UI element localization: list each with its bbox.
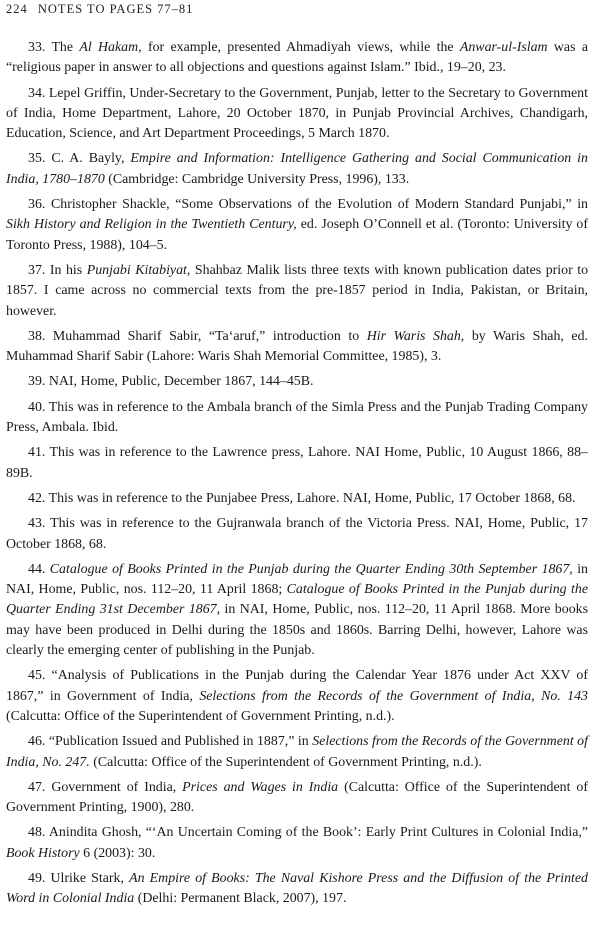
endnote (6, 514, 588, 555)
endnote-number: 45. (28, 668, 46, 684)
endnote-text: (Calcutta: Office of the Superintendent of Government Printing, 1900), 280. (6, 779, 588, 816)
endnote-italic-title: Anwar-ul-Islam (459, 40, 548, 55)
endnote (6, 443, 588, 484)
endnote (6, 823, 588, 864)
endnote-text: 6 (2003): 30. (79, 845, 156, 861)
endnote-text: NAI, Home, Public, December 1867, 144–45B. (45, 374, 314, 390)
endnote-text: Ulrike Stark, (45, 870, 130, 886)
endnote (6, 869, 588, 910)
endnote-number: 43. (28, 516, 46, 532)
endnote (6, 666, 588, 727)
endnote-text: The (45, 40, 80, 55)
endnote-number: 47. (28, 779, 46, 795)
endnote-text: Lepel Griffin, Under-Secretary to the Government, Punjab, letter to the Secretary to Government of India, Home Department, Lahore, 20 October 1870, in Punjab Provincial Archives, Chandigarh, Education, Science, and Art Department Proceedings, 5 March 1870. (6, 85, 588, 142)
endnote-italic-title: Punjabi Kitabiyat, (86, 262, 191, 278)
endnote-number: 36. (28, 197, 46, 213)
endnote (6, 398, 588, 439)
endnote (6, 560, 588, 661)
endnote-text: C. A. Bayly, (45, 151, 131, 167)
endnote-text: (Calcutta: Office of the Superintendent of Government Printing, n.d.). (89, 754, 482, 770)
endnote-number: 41. (28, 445, 46, 461)
endnote-text: Government of India, (45, 779, 183, 795)
running-head-title: NOTES TO PAGES 77–81 (37, 2, 194, 16)
endnote-text: in NAI, Home, Public, nos. 112–20, 11 April 1868. More books may have been produced in Delhi during the 1850s and 1860s. Barring Delhi, however, Lahore was clearly the emerging center of publishing in the Punjab. (6, 602, 588, 659)
endnote-italic-title: Empire and Information: Intelligence Gathering and Social Communication in India, 1780–1870 (6, 151, 588, 187)
endnote-text: “Publication Issued and Published in 1887,” in (45, 734, 313, 750)
running-header (6, 2, 193, 17)
endnote-number: 42. (28, 490, 46, 506)
endnote-italic-title: Hir Waris Shah, (366, 328, 465, 344)
endnote-italic-title: Prices and Wages in India (182, 779, 339, 795)
endnote-number: 44. (28, 561, 46, 577)
endnote-italic-title: Selections from the Records of the Government of India, No. 247. (6, 734, 588, 770)
endnote-number: 34. (28, 85, 46, 101)
endnote-number: 33. (28, 40, 46, 55)
endnote (6, 489, 588, 509)
endnote-text: In his (45, 262, 87, 278)
endnote (6, 372, 588, 392)
endnote (6, 195, 588, 256)
endnote-text: Anindita Ghosh, “‘An Uncertain Coming of the Book’: Early Print Cultures in Colonial India,” (45, 825, 588, 841)
endnote-text: (Calcutta: Office of the Superintendent of Government Printing, n.d.). (6, 708, 395, 724)
endnote-number: 37. (28, 262, 46, 278)
endnotes-list (6, 38, 588, 915)
page-number: 224 (6, 2, 28, 16)
endnote-number: 46. (28, 734, 46, 750)
endnote-text: ed. Joseph O’Connell et al. (Toronto: University of Toronto Press, 1988), 104–5. (6, 217, 588, 253)
endnote-number: 38. (28, 328, 46, 344)
endnote-text: This was in reference to the Lawrence press, Lahore. NAI Home, Public, 10 August 1866, 88–89B. (6, 445, 588, 481)
endnote-number: 40. (28, 399, 46, 415)
endnote-text: Christopher Shackle, “Some Observations of the Evolution of Modern Standard Punjabi,” in (45, 197, 588, 213)
endnote-text: This was in reference to the Ambala branch of the Simla Press and the Punjab Trading Company Press, Ambala. Ibid. (6, 399, 588, 436)
endnote (6, 327, 588, 368)
endnote-text: (Delhi: Permanent Black, 2007), 197. (134, 891, 347, 907)
endnote (6, 732, 588, 773)
endnote-text: “Analysis of Publications in the Punjab during the Calendar Year 1876 under Act XXV of 1867,” in Government of India, (6, 668, 588, 704)
endnote-text: Muhammad Sharif Sabir, “Ta‘aruf,” introduction to (45, 328, 367, 344)
endnote-text: Shahbaz Malik lists three texts with known publication dates prior to 1857. I came across no commercial texts from the pre-1857 period in India, Pakistan, or Britain, however. (6, 262, 589, 319)
endnote-italic-title: Al Hakam, (79, 40, 142, 55)
endnote (6, 778, 588, 819)
endnote-number: 35. (28, 151, 46, 167)
endnote (6, 261, 588, 322)
endnote-italic-title: Catalogue of Books Printed in the Punjab during the Quarter Ending 30th September 1867, (49, 561, 573, 577)
endnote-text: for example, presented Ahmadiyah views, while the (141, 40, 460, 55)
endnote-italic-title: Sikh History and Religion in the Twentieth Century, (6, 217, 297, 233)
endnote-italic-title: Selections from the Records of the Government of India, No. 143 (199, 688, 588, 704)
endnote (6, 38, 588, 79)
endnote-text: This was in reference to the Punjabee Press, Lahore. NAI, Home, Public, 17 October 1868, 68. (45, 490, 576, 506)
endnote-text: was a “religious paper in answer to all objections and questions against Islam.” Ibid., 19–20, 23. (6, 40, 588, 76)
endnote (6, 84, 588, 145)
endnote (6, 149, 588, 190)
endnote-number: 39. (28, 374, 46, 390)
endnote-text: (Cambridge: Cambridge University Press, 1996), 133. (104, 171, 410, 187)
endnote-number: 48. (28, 825, 46, 841)
endnote-text: in NAI, Home, Public, nos. 112–20, 11 April 1868; (6, 561, 588, 598)
endnote-italic-title: Book History (6, 845, 80, 861)
endnote-italic-title: An Empire of Books: The Naval Kishore Press and the Diffusion of the Printed Word in Colonial India (6, 870, 588, 907)
endnote-text: by Waris Shah, ed. Muhammad Sharif Sabir (Lahore: Waris Shah Memorial Committee, 1985), 3. (6, 328, 588, 365)
endnote-number: 49. (28, 870, 46, 886)
endnote-text: This was in reference to the Gujranwala branch of the Victoria Press. NAI, Home, Public, 17 October 1868, 68. (6, 516, 588, 552)
endnote-italic-title: Catalogue of Books Printed in the Punjab during the Quarter Ending 31st December 1867, (6, 582, 588, 618)
